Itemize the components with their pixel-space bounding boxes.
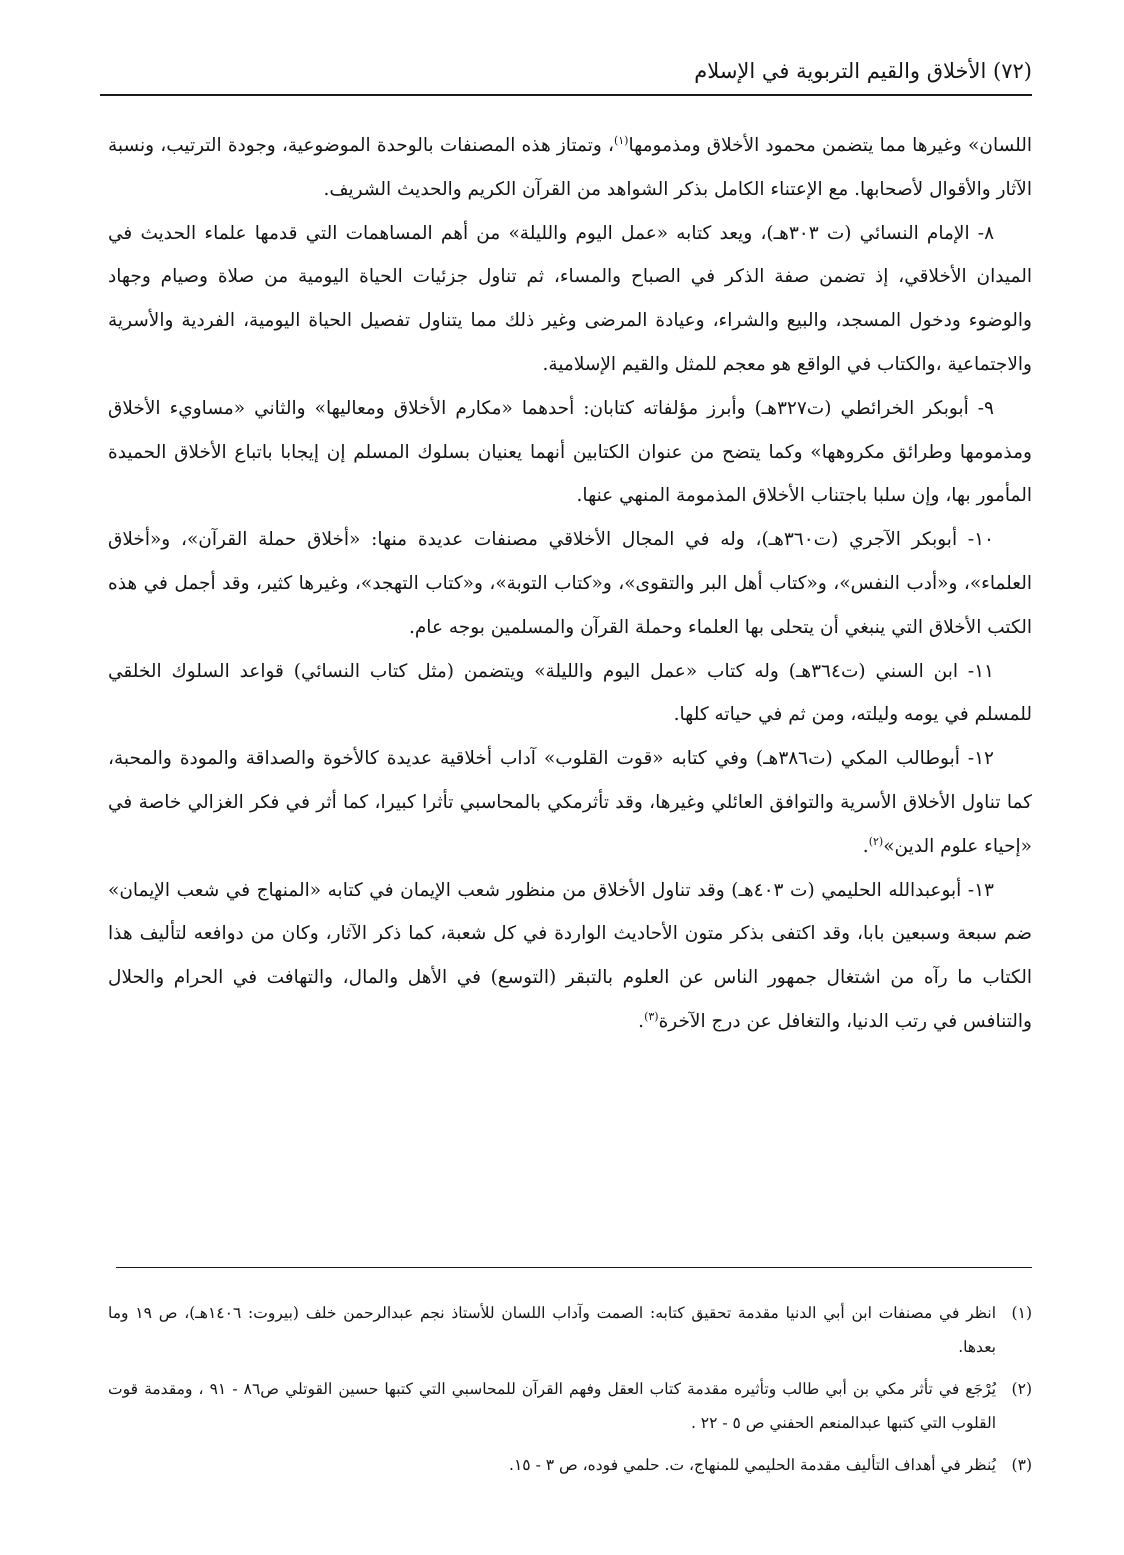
footnotes <box>108 1296 1032 1490</box>
paragraph-continuation: اللسان» وغيرها مما يتضمن محمود الأخلاق ومذمومها$^{(١)}$، وتمتاز هذه المصنفات بالوحدة الموضوعية، وجودة الترتيب، ونسبة الآثار والأقوال لأصحابها. مع الإعتناء الكامل بذكر الشواهد من القرآن الكريم والحديث الشريف. <box>108 133 1032 200</box>
paragraph-item-13: ١٣- أبوعبدالله الحليمي (ت ٤٠٣هـ) وقد تناول الأخلاق من منظور شعب الإيمان في كتابه «المنهاج في شعب الإيمان» ضم سبعة وسبعين بابا، وقد اكتفى بذكر متون الأحاديث الواردة في كل شعبة، كما ذكر الآثار، وكان من دوافعه لتأليف هذا الكتاب ما رآه من اشتغال جمهور الناس عن العلوم بالتبقر (التوسع) في الأهل والمال، والتهافت في الحرام والحلال والتنافس في رتب الدنيا، والتغافل عن درج الآخرة$^{(٣)}$. <box>108 879 1032 1032</box>
body-text <box>108 124 1032 1044</box>
footnote-2 <box>108 1372 1032 1440</box>
paragraph-item-8: ٨- الإمام النسائي (ت ٣٠٣هـ)، ويعد كتابه «عمل اليوم والليلة» من أهم المساهمات التي قدمها علماء الحديث في الميدان الأخلاقي، إذ تضمن صفة الذكر في الصباح والمساء، ثم تناول جزئيات الحياة اليومية من صلاة وصيام وجهاد والوضوء ودخول المسجد، والبيع والشراء، وعيادة المرضى وغير ذلك مما يتناول تفصيل الحياة اليومية، الفردية والأسرية والاجتماعية ،والكتاب في الواقع هو معجم للمثل والقيم الإسلامية. <box>108 222 1032 375</box>
paragraph-item-12: ١٢- أبوطالب المكي (ت٣٨٦هـ) وفي كتابه «قوت القلوب» آداب أخلاقية عديدة كالأخوة والصداقة والمودة والمحبة، كما تناول الأخلاق الأسرية والتوافق العائلي وغيرها، وقد تأثرمكي بالمحاسبي تأثرا كبيرا، كما أثر في فكر الغزالي خاصة في «إحياء علوم الدين»$^{(٢)}$. <box>108 748 1032 857</box>
footnote-ref-2[interactable]: (٢) <box>868 834 884 848</box>
footnote-mark: (١) <box>1011 1304 1032 1322</box>
footnote-mark: (٢) <box>1011 1380 1032 1398</box>
footnote-text: يُنظر في أهداف التأليف مقدمة الحليمي للمنهاج، ت. حلمي فوده، ص ٣ - ١٥. <box>509 1456 996 1474</box>
footnote-text: يُرْجَع في تأثر مكي بن أبي طالب وتأثيره مقدمة كتاب العقل وفهم القرآن للمحاسبي التي كتبها حسين القوتلي ص٨٦ - ٩١ ، ومقدمة قوت القلوب التي كتبها عبدالمنعم الحفني ص ٥ - ٢٢ . <box>108 1380 997 1432</box>
footnote-ref-1[interactable]: (١) <box>613 133 629 147</box>
paragraph-item-10: ١٠- أبوبكر الآجري (ت٣٦٠هـ)، وله في المجال الأخلاقي مصنفات عديدة منها: «أخلاق حملة القرآن»، و«أخلاق العلماء»، و«أدب النفس»، و«كتاب أهل البر والتقوى»، و«كتاب التوبة»، و«كتاب التهجد»، وغيرها كثير، وقد أجمل في هذه الكتب الأخلاق التي ينبغي أن يتحلى بها العلماء وحملة القرآن والمسلمين بوجه عام. <box>108 529 1032 638</box>
running-header <box>332 56 1032 86</box>
footnote-3 <box>108 1448 1032 1482</box>
footnote-ref-3[interactable]: (٣) <box>644 1009 659 1023</box>
paragraph-item-9: ٩- أبوبكر الخرائطي (ت٣٢٧هـ) وأبرز مؤلفاته كتابان: أحدهما «مكارم الأخلاق ومعاليها» والثاني «مساويء الأخلاق ومذمومها وطرائق مكروهها» وكما يتضح من عنوان الكتابين أنهما يعنيان بسلوك المسلم إن إيجابا باتباع الأخلاق الحميدة المأمور بها، وإن سلبا باجتناب الأخلاق المذمومة المنهي عنها. <box>108 397 1032 507</box>
footnote-mark: (٣) <box>1011 1456 1032 1474</box>
footnote-text: انظر في مصنفات ابن أبي الدنيا مقدمة تحقيق كتابه: الصمت وآداب اللسان للأستاذ نجم عبدالرحمن خلف (بيروت: ١٤٠٦هـ)، ص ١٩ وما بعدها. <box>108 1304 997 1356</box>
header-divider <box>100 94 1032 96</box>
footnote-divider <box>116 1267 1032 1268</box>
book-title: الأخلاق والقيم التربوية في الإسلام <box>694 59 987 83</box>
page-number: (٧٢) <box>993 59 1032 83</box>
paragraph-item-11: ١١- ابن السني (ت٣٦٤هـ) وله كتاب «عمل اليوم والليلة» ويتضمن (مثل كتاب النسائي) قواعد السلوك الخلقي للمسلم في يومه وليلته، ومن ثم في حياته كلها. <box>108 660 1032 726</box>
footnote-1 <box>108 1296 1032 1364</box>
